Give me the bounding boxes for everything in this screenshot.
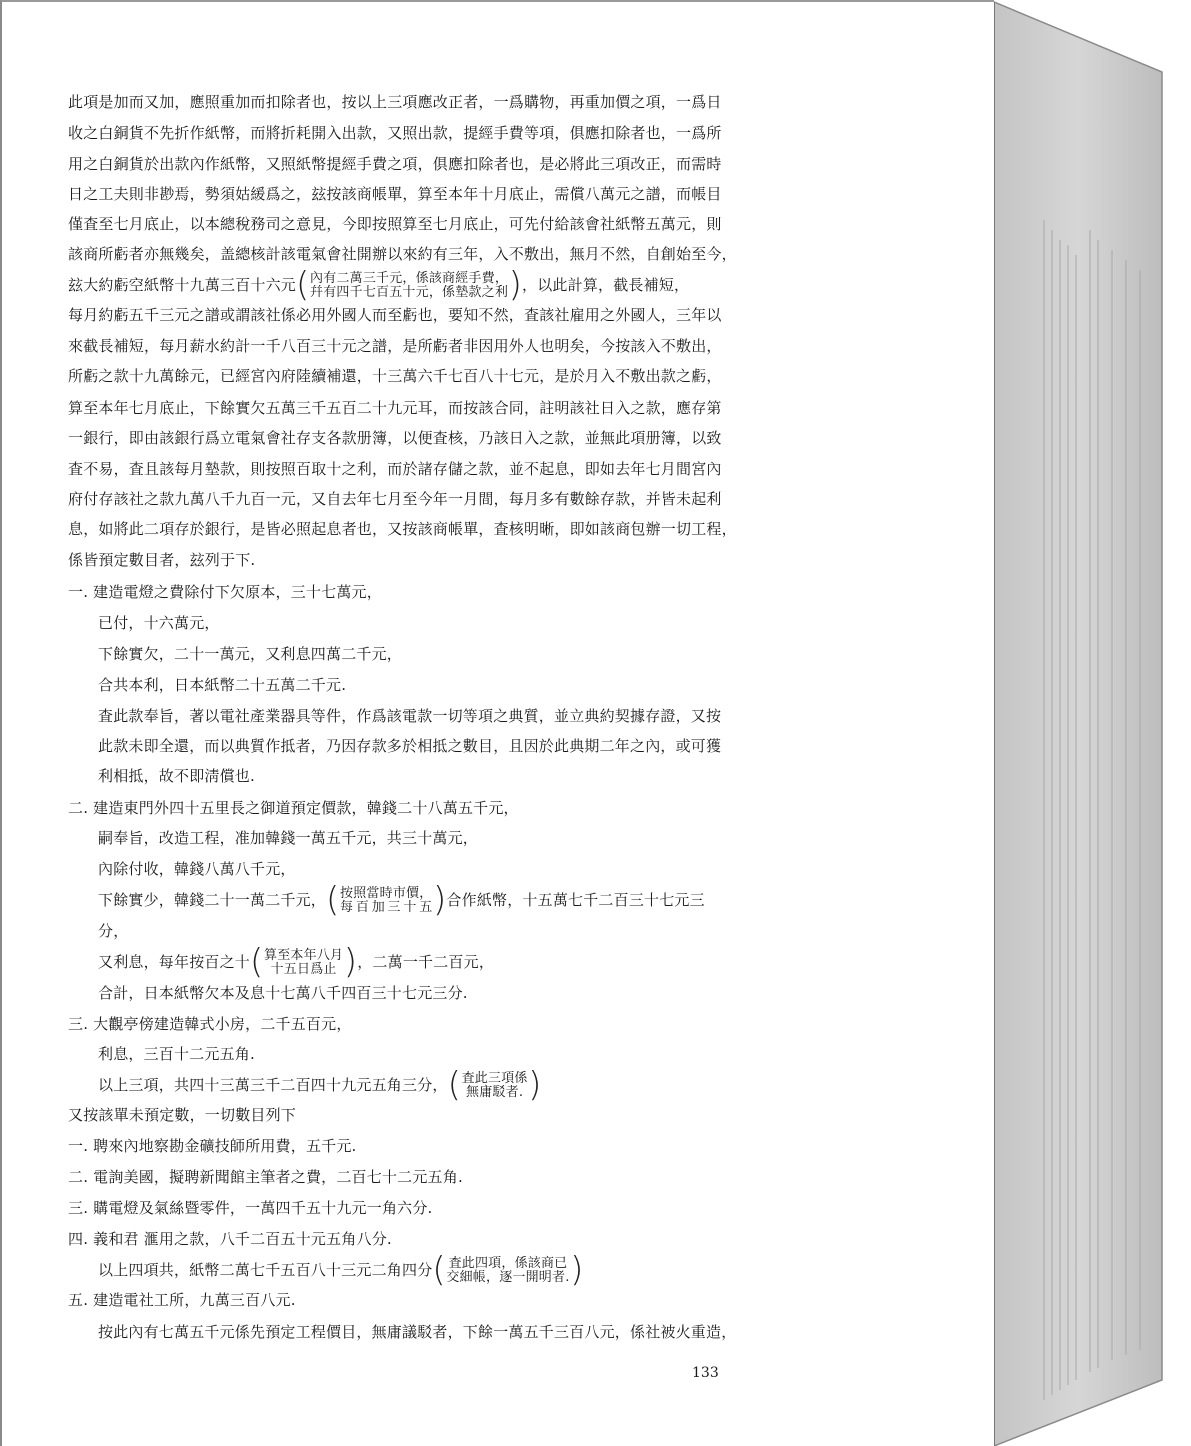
text-line: 係皆預定數目者，玆列于下. [68, 551, 256, 569]
text-line: 此項是加而又加，應照重加而扣除者也，按以上三項應改正者，一爲購物，再重加價之項，一爲日 [68, 93, 722, 111]
book-page-edge [994, 0, 1191, 1446]
note-line: ( 內有二萬三千元，係該商經手費， [310, 271, 509, 286]
text-line-with-note [98, 1067, 542, 1103]
list-item-heading: 一. 建造電燈之費除付下欠原本，三十七萬元， [68, 583, 382, 601]
inline-note [300, 272, 518, 300]
text-line: 收之白銅貨不先折作紙幣，而將折耗開入出款，又照出款，提經手費等項，俱應扣除者也，一爲所 [68, 124, 722, 142]
text-segment: 玆大約虧空紙幣十九萬三百十六元 [68, 276, 297, 294]
text-line: 又按該單未預定數，一切數目列下 [68, 1106, 297, 1124]
text-segment: 以上三項，共四十三萬三千二百四十九元五角三分， [98, 1076, 448, 1094]
page-number: 133 [692, 1365, 719, 1381]
list-item-heading: 二. 建造東門外四十五里長之御道預定價款，韓錢二十八萬五千元， [68, 799, 519, 817]
text-segment: 以上四項共，紙幣二萬七千五百八十三元二角四分 [98, 1261, 433, 1279]
text-line: 來截長補短，每月薪水約計一千八百三十元之譜，是所虧者非因用外人也明矣，今按該入不敷出， [68, 337, 722, 355]
text-segment: ，以此計算，截長補短， [522, 276, 690, 294]
note-line: 每百加三十五 [340, 900, 433, 915]
inline-note [330, 887, 442, 915]
list-item-line: 下餘實欠，二十一萬元，又利息四萬二千元， [98, 645, 403, 663]
list-item-line: 內除付收，韓錢八萬八千元， [98, 860, 296, 878]
note-line: 無庸駁者. [466, 1085, 524, 1100]
list-item-heading: 五. 建造電社工所，九萬三百八元. [68, 1291, 296, 1309]
list-item-line: 利相抵，故不即淸償也. [98, 767, 255, 785]
list-item-line: 分， [98, 922, 129, 940]
note-line: ( 算至本年八月 [264, 948, 344, 963]
list-item-line: 査此款奉旨，著以電社產業器具等件，作爲該電款一切等項之典質，並立典約契據存證，又按 [98, 707, 722, 725]
text-line: 僅査至七月底止，以本總稅務司之意見，今即按照算至七月底止，可先付給該會社紙幣五萬元，則 [68, 215, 722, 233]
note-line: ( 査此三項係 [461, 1071, 528, 1086]
list-item-heading: 三. 大觀亭傍建造韓式小房，二千五百元， [68, 1015, 352, 1033]
page-edge-graphic [994, 0, 1191, 1446]
note-line: 交細帳，逐一開明者. [446, 1270, 570, 1285]
text-line-with-note [98, 882, 705, 918]
list-item-heading: 三. 購電燈及氣絲暨零件，一萬四千五十九元一角六分. [68, 1199, 433, 1217]
text-line: 府付存該社之款九萬八千九百一元，又自去年七月至今年一月間，每月多有數餘存款，并皆未起利 [68, 490, 722, 508]
inline-note [452, 1072, 538, 1100]
list-item-line: 已付，十六萬元， [98, 614, 220, 632]
text-segment: 下餘實少，韓錢二十一萬二千元， [98, 891, 327, 909]
text-line: 算至本年七月底止，下餘實欠五萬三千五百二十九元耳，而按該合同，註明該社日入之款，應存第 [68, 399, 722, 417]
list-item-heading: 二. 電詢美國，擬聘新聞館主筆者之費，二百七十二元五角. [68, 1168, 463, 1186]
text-segment: 合作紙幣，十五萬七千二百三十七元三 [446, 891, 705, 909]
inline-note [436, 1257, 579, 1285]
list-item-line: 嗣奉旨，改造工程，准加韓錢一萬五千元，共三十萬元， [98, 829, 479, 847]
list-item-line: 此款未即全還，而以典質作抵者，乃因存款多於相抵之數目，且因於此典期二年之內，或可獲 [98, 737, 722, 755]
list-item-line: 合計，日本紙幣欠本及息十七萬八千四百三十七元三分. [98, 984, 468, 1002]
text-line: 用之白銅貨於出款內作紙幣，又照紙幣提經手費之項，俱應扣除者也，是必將此三項改正，而需時 [68, 155, 722, 173]
text-line: 査不易，査且該每月墊款，則按照百取十之利，而於諸存儲之款，並不起息，即如去年七月間宮內 [68, 460, 722, 478]
inline-note [254, 949, 353, 977]
text-line-with-note [68, 267, 689, 303]
text-line: 息，如將此二項存於銀行，是皆必照起息者也，又按該商帳單，査核明晰，即如該商包辦一切工程， [68, 520, 737, 538]
list-item-line: 合共本利，日本紙幣二十五萬二千元. [98, 676, 347, 694]
text-line: 一銀行，即由該銀行爲立電氣會社存支各款册簿，以便査核，乃該日入之款，並無此項册簿，以致 [68, 429, 722, 447]
text-line-with-note [98, 944, 494, 980]
text-line-with-note [98, 1252, 584, 1288]
list-item-line: 利息，三百十二元五角. [98, 1045, 255, 1063]
note-line: 幷有四千七百五十元，係墊款之利 [310, 285, 509, 300]
text-segment: 又利息，每年按百之十 [98, 953, 251, 971]
note-line: ( 査此四項，係該商已 [448, 1256, 568, 1271]
note-line: 十五日爲止 [270, 962, 337, 977]
text-line: 所虧之款十九萬餘元，已經宮內府陸續補還，十三萬六千七百八十七元，是於月入不敷出款之虧， [68, 367, 722, 385]
text-line: 日之工夫則非尠焉，勢須姑緩爲之，玆按該商帳單，算至本年十月底止，需償八萬元之譜，而帳目 [68, 185, 722, 203]
text-line: 該商所虧者亦無幾矣，盖總核計該電氣會社開辦以來約有三年，入不敷出，無月不然，自創始至今， [68, 245, 737, 263]
note-line: ( 按照當時市價， [340, 886, 433, 901]
list-item-heading: 四. 義和君 滙用之款，八千二百五十元五角八分. [68, 1230, 392, 1248]
text-line: 每月約虧五千三元之譜或謂該社係必用外國人而至虧也，要知不然，査該社雇用之外國人，三年以 [68, 306, 722, 324]
list-item-heading: 一. 聘來內地察勘金礦技師所用費，五千元. [68, 1137, 357, 1155]
text-segment: ，二萬一千二百元， [357, 953, 495, 971]
text-line: 按此內有七萬五千元係先預定工程價目，無庸議駁者，下餘一萬五千三百八元，係社被火重造， [98, 1323, 737, 1341]
